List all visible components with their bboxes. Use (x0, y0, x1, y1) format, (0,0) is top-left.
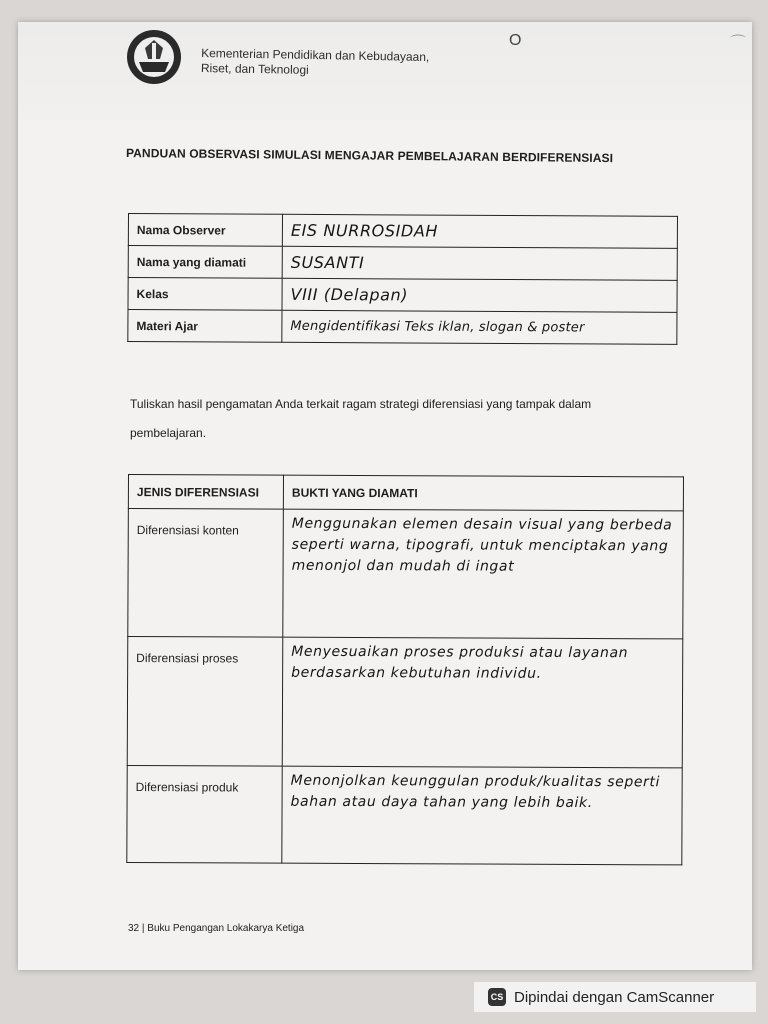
corner-curl-icon: ⌒ (730, 35, 747, 52)
ministry-line-2: Riset, dan Teknologi (200, 61, 309, 77)
column-header: JENIS DIFERENSIASI (128, 475, 283, 510)
table-row (127, 765, 682, 864)
info-label: Kelas (128, 278, 282, 311)
page-footer: 32 | Buku Pengangan Lokakarya Ketiga (128, 923, 305, 934)
column-header: BUKTI YANG DIAMATI (283, 475, 683, 511)
info-label: Materi Ajar (128, 310, 282, 343)
differentiation-type: Diferensiasi konten (128, 509, 284, 638)
info-value: Mengidentifikasi Teks iklan, slogan & poster (282, 310, 677, 344)
camscanner-icon: CS (488, 988, 506, 1006)
observed-evidence: Menyesuaikan proses produksi atau layanan berdasarkan kebutuhan individu. (282, 637, 683, 768)
table-row (128, 246, 677, 281)
info-value: SUSANTI (282, 246, 677, 280)
observed-evidence: Menonjolkan keunggulan produk/kualitas seperti bahan atau daya tahan yang lebih baik. (282, 766, 682, 865)
ministry-line-1: Kementerian Pendidikan dan Kebudayaan, (201, 46, 430, 64)
info-table (127, 213, 678, 345)
observed-evidence: Menggunakan elemen desain visual yang berbeda seperti warna, tipografi, untuk menciptakan yang menonjol dan mudah di ingat (283, 509, 684, 639)
differentiation-type: Diferensiasi produk (127, 765, 282, 863)
camscanner-text: Dipindai dengan CamScanner (514, 988, 715, 1006)
camscanner-watermark (474, 982, 756, 1012)
table-row (128, 278, 677, 313)
ministry-name (201, 46, 430, 80)
tut-wuri-handayani-logo (125, 28, 183, 86)
info-value: EIS NURROSIDAH (282, 214, 677, 248)
info-value: VIII (Delapan) (282, 278, 677, 312)
differentiation-type: Diferensiasi proses (127, 637, 283, 767)
info-label: Nama Observer (128, 214, 282, 247)
info-label: Nama yang diamati (128, 246, 282, 279)
table-row (127, 637, 683, 768)
instruction-text: Tuliskan hasil pengamatan Anda terkait ragam strategi diferensiasi yang tampak dalam pembelajaran. (130, 397, 592, 440)
table-row (128, 509, 684, 639)
document-page (18, 22, 752, 970)
differentiation-table (126, 474, 684, 865)
table-row (128, 310, 677, 345)
table-header-row (128, 475, 683, 511)
table-row (128, 214, 677, 249)
page-title: PANDUAN OBSERVASI SIMULASI MENGAJAR PEMBELAJARAN BERDIFERENSIASI (125, 146, 614, 166)
corner-mark: O (509, 32, 522, 49)
